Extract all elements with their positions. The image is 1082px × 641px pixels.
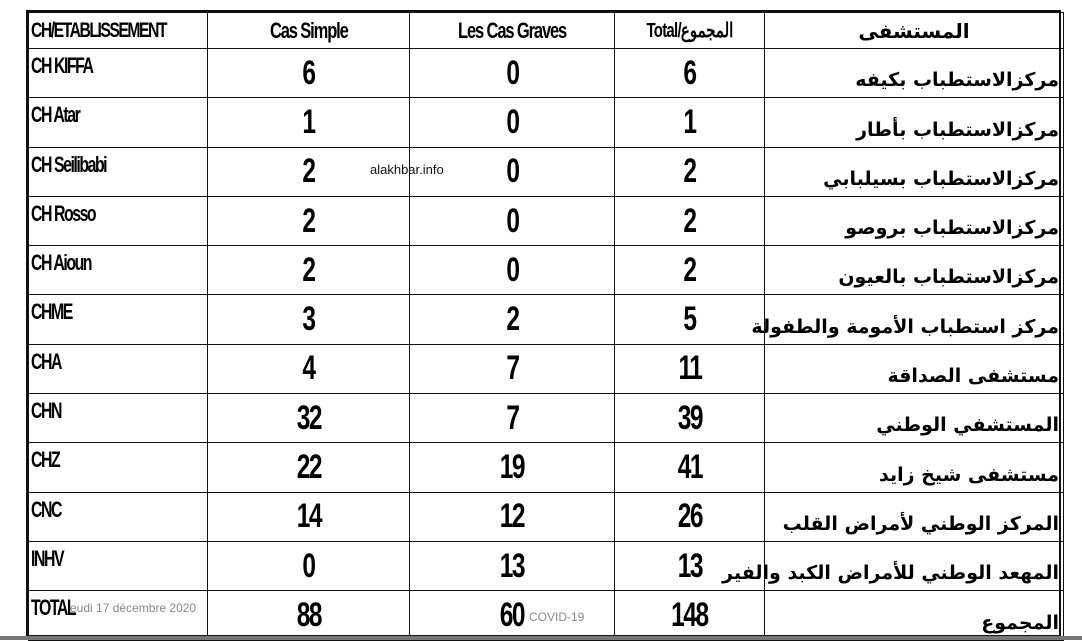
total-value: 39 — [615, 394, 765, 443]
table-row — [29, 344, 1064, 393]
arabic-name: المستشفي الوطني — [765, 394, 1064, 443]
table-header-row — [29, 13, 1064, 49]
hospital-cases-table-frame — [26, 10, 1061, 637]
cas-simple-value: 4 — [208, 344, 410, 393]
table-row — [29, 492, 1064, 541]
total-value: 5 — [615, 295, 765, 344]
establishment-name: CH Rosso — [29, 196, 208, 245]
watermark-text: alakhbar.info — [370, 162, 444, 177]
cas-simple-value: 1 — [208, 98, 410, 147]
establishment-name: CH KIFFA — [29, 49, 208, 98]
cas-simple-value: 14 — [208, 492, 410, 541]
cas-simple-value: 2 — [208, 196, 410, 245]
cas-graves-value: 12 — [410, 492, 615, 541]
cas-simple-value: 2 — [208, 147, 410, 196]
establishment-name: CHME — [29, 295, 208, 344]
total-value: 41 — [615, 443, 765, 492]
cas-graves-value: 2 — [410, 295, 615, 344]
header-cas-graves: Les Cas Graves — [410, 13, 615, 49]
cas-graves-value: 0 — [410, 49, 615, 98]
total-value: 2 — [615, 196, 765, 245]
establishment-name: CH Seilibabi — [29, 147, 208, 196]
total-value: 2 — [615, 246, 765, 295]
arabic-name: مركز استطباب الأمومة والطفولة — [765, 295, 1064, 344]
establishment-name: CH Atar — [29, 98, 208, 147]
cas-graves-value: 19 — [410, 443, 615, 492]
cas-graves-value: 13 — [410, 541, 615, 590]
cas-graves-value: 0 — [410, 98, 615, 147]
cas-graves-value: 0 — [410, 196, 615, 245]
bottom-divider — [0, 636, 1082, 640]
establishment-name: INHV — [29, 541, 208, 590]
hospital-cases-table — [28, 12, 1064, 641]
header-total: Total/المجموع — [615, 13, 765, 49]
cas-simple-value: 88 — [208, 591, 410, 640]
total-value: 13 — [615, 541, 765, 590]
cas-simple-value: 32 — [208, 394, 410, 443]
cas-graves-value: 60 — [410, 591, 615, 640]
arabic-name: مستشفى الصداقة — [765, 344, 1064, 393]
footer-tag: COVID-19 — [529, 610, 585, 624]
total-value: 6 — [615, 49, 765, 98]
establishment-name: CNC — [29, 492, 208, 541]
establishment-name: CHN — [29, 394, 208, 443]
table-row — [29, 394, 1064, 443]
cas-simple-value: 2 — [208, 246, 410, 295]
header-cas-simple: Cas Simple — [208, 13, 410, 49]
establishment-name: CHZ — [29, 443, 208, 492]
arabic-name: مركزالاستطباب بأطار — [765, 98, 1064, 147]
arabic-name: المهعد الوطني للأمراض الكبد والفير — [765, 541, 1064, 590]
table-row — [29, 147, 1064, 196]
total-value: 11 — [615, 344, 765, 393]
establishment-name: CH Aioun — [29, 246, 208, 295]
cas-graves-value: 0 — [410, 246, 615, 295]
table-row — [29, 295, 1064, 344]
arabic-name: مركزالاستطباب بسيلبابي — [765, 147, 1064, 196]
footer-date: eudi 17 décembre 2020 — [70, 601, 197, 615]
cas-graves-value: 7 — [410, 344, 615, 393]
establishment-name: CHA — [29, 344, 208, 393]
cas-graves-value: 0 — [410, 147, 615, 196]
total-value: 2 — [615, 147, 765, 196]
arabic-name: مركزالاستطباب بالعيون — [765, 246, 1064, 295]
arabic-name: مركزالاستطباب بكيفه — [765, 49, 1064, 98]
arabic-name: مركزالاستطباب بروصو — [765, 196, 1064, 245]
table-row — [29, 49, 1064, 98]
cas-simple-value: 3 — [208, 295, 410, 344]
total-value: 26 — [615, 492, 765, 541]
cas-simple-value: 6 — [208, 49, 410, 98]
table-row — [29, 541, 1064, 590]
table-row — [29, 443, 1064, 492]
total-value: 1 — [615, 98, 765, 147]
arabic-name: المركز الوطني لأمراض القلب — [765, 492, 1064, 541]
table-row — [29, 196, 1064, 245]
cas-simple-value: 0 — [208, 541, 410, 590]
table-row — [29, 98, 1064, 147]
total-value: 148 — [615, 591, 765, 640]
cas-simple-value: 22 — [208, 443, 410, 492]
arabic-name: المجموع — [765, 591, 1064, 640]
header-arabic-name: المستشفى — [765, 13, 1064, 49]
table-row — [29, 246, 1064, 295]
establishment-name: TOTAL — [29, 591, 208, 640]
header-establishment: CH/ETABLISSEMENT — [29, 13, 208, 49]
arabic-name: مستشفى شيخ زايد — [765, 443, 1064, 492]
cas-graves-value: 7 — [410, 394, 615, 443]
